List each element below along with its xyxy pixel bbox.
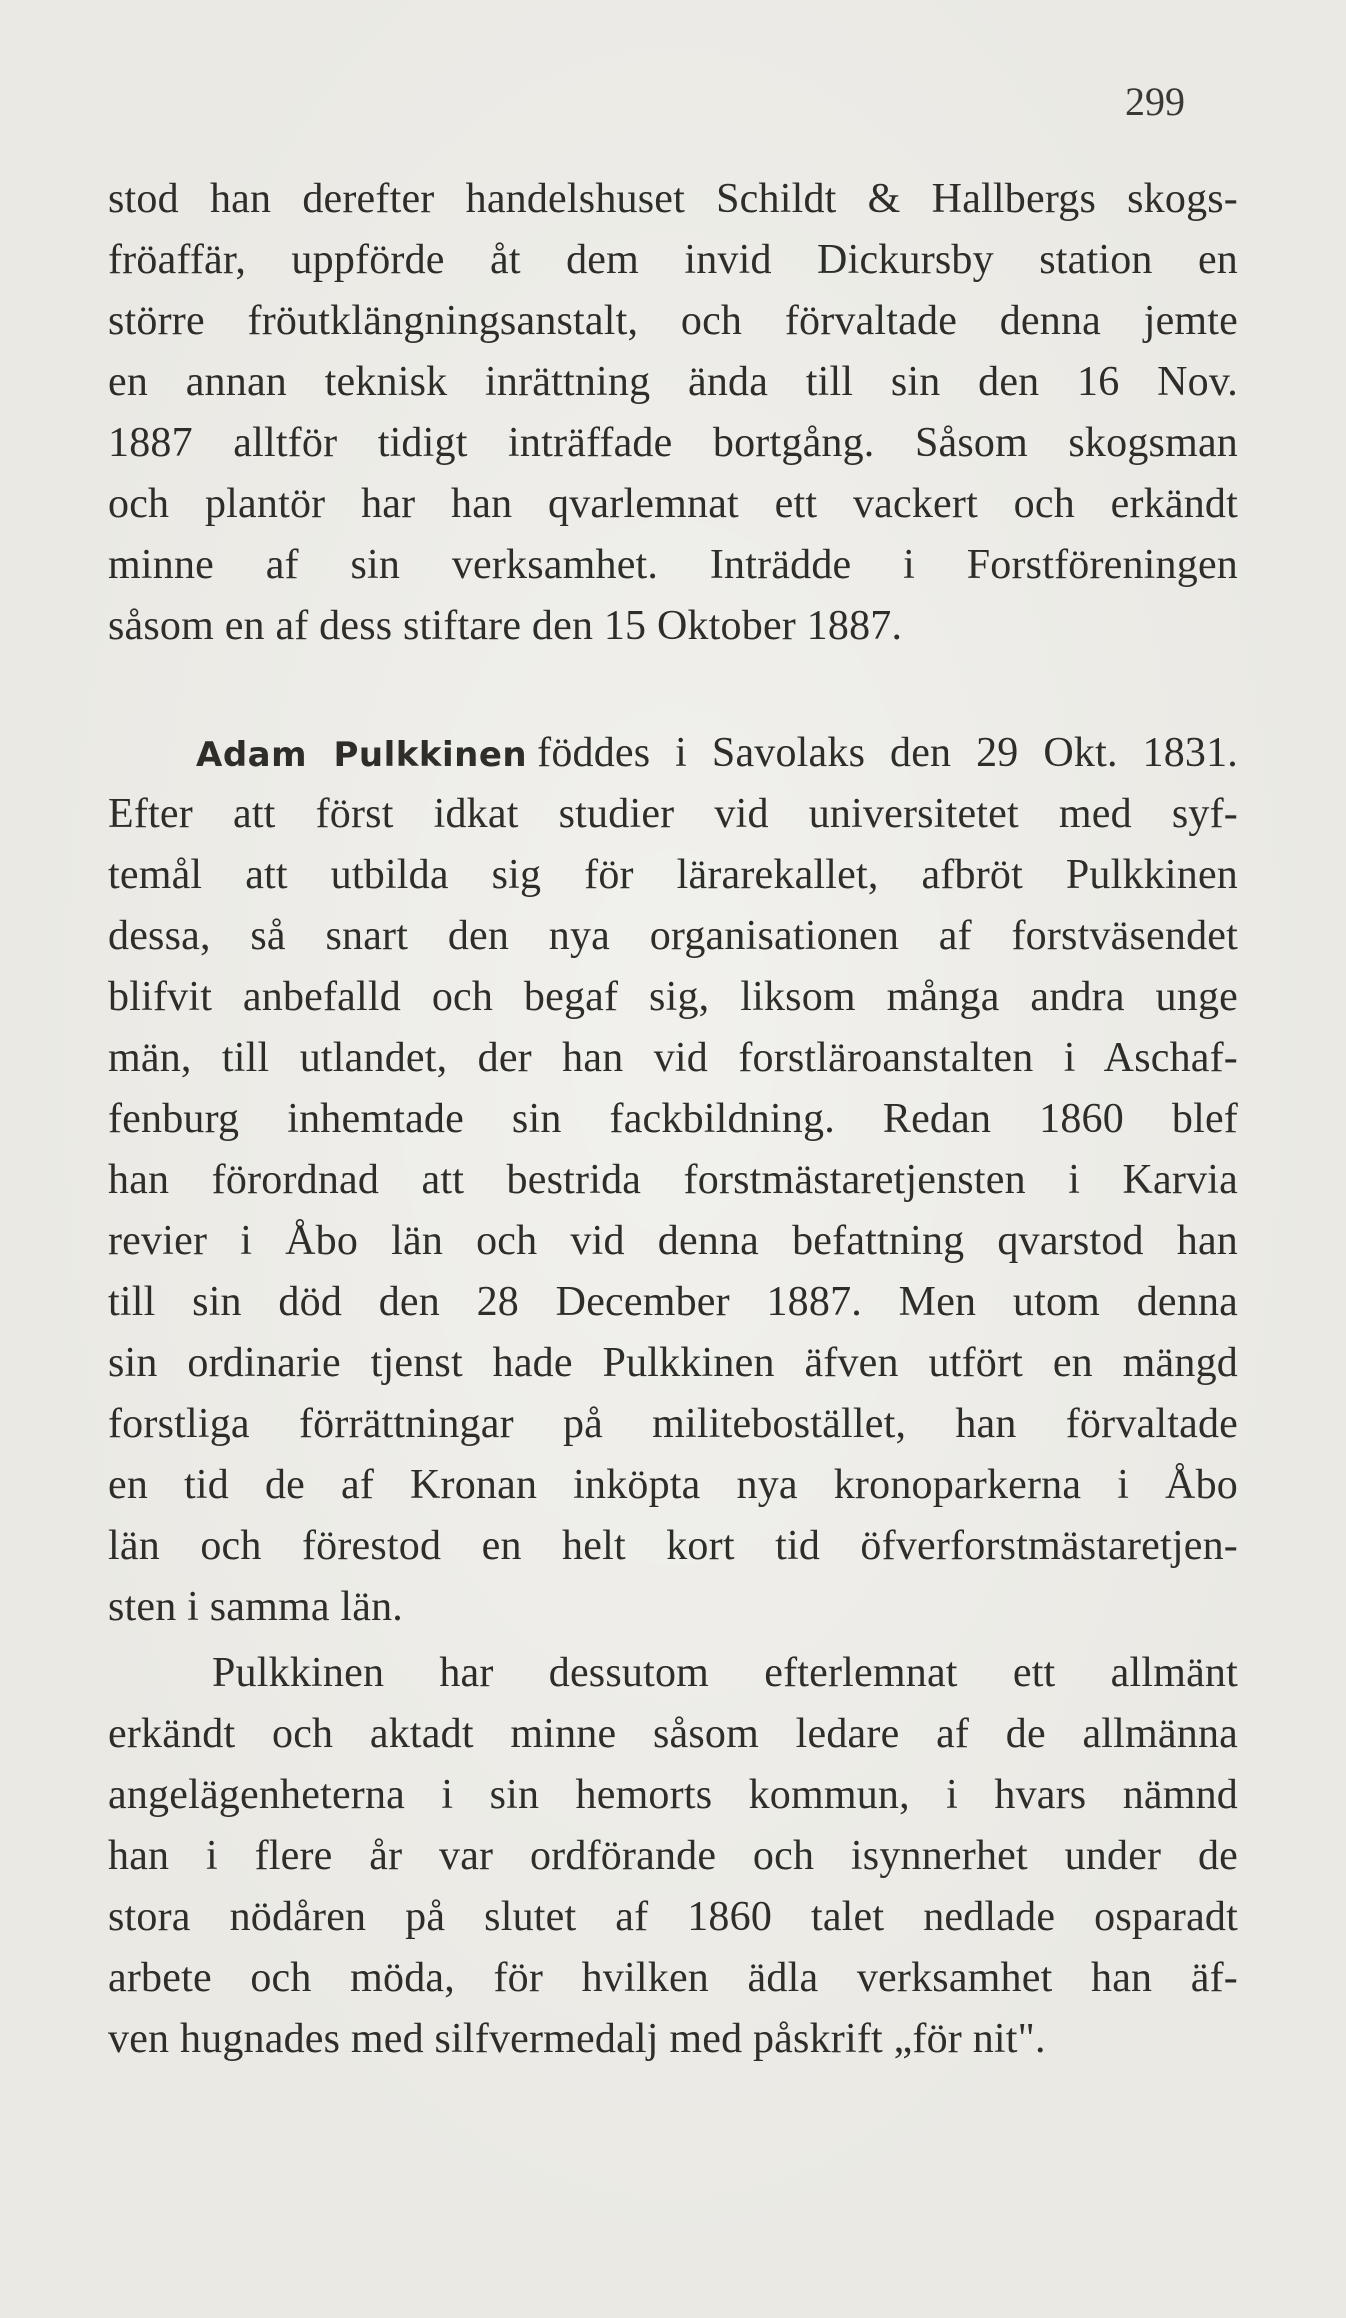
text-line: och plantör har han qvarlemnat ett vackert och erkändt (108, 481, 1238, 527)
text-line: stod han derefter handelshuset Schildt & Hallbergs skogs- (108, 176, 1238, 222)
page-number: 299 (1125, 79, 1185, 124)
text-line: en tid de af Kronan inköpta nya kronoparkerna i Åbo (108, 1462, 1238, 1508)
text-line: sten i samma län. (108, 1584, 404, 1630)
text-line: forstliga förrättningar på militebostället, han förvaltade (108, 1401, 1238, 1447)
text-line: föddes i Savolaks den 29 Okt. 1831. (537, 730, 1238, 776)
text-line: till sin död den 28 December 1887. Men utom denna (108, 1279, 1238, 1325)
text-line: erkändt och aktadt minne såsom ledare af de allmänna (108, 1711, 1238, 1757)
paragraph-first-line (196, 722, 1238, 784)
text-line: revier i Åbo län och vid denna befattning qvarstod han (108, 1218, 1238, 1264)
text-line: Efter att först idkat studier vid universitetet med syf- (108, 791, 1238, 837)
text-line: län och förestod en helt kort tid öfverforstmästaretjen- (108, 1523, 1238, 1569)
text-line: han i flere år var ordförande och isynnerhet under de (108, 1833, 1238, 1879)
text-line: fröaffär, uppförde åt dem invid Dickursby station en (108, 237, 1238, 283)
text-line: en annan teknisk inrättning ända till sin den 16 Nov. (108, 359, 1238, 405)
text-line: såsom en af dess stiftare den 15 Oktober 1887. (108, 603, 903, 649)
text-line: arbete och möda, för hvilken ädla verksamhet han äf- (108, 1955, 1238, 2001)
text-line: fenburg inhemtade sin fackbildning. Redan 1860 blef (108, 1096, 1238, 1142)
text-line: ven hugnades med silfvermedalj med påskrift „för nit". (108, 2016, 1046, 2062)
text-line: temål att utbilda sig för lärarekallet, afbröt Pulkkinen (108, 852, 1238, 898)
text-line: minne af sin verksamhet. Inträdde i Forstföreningen (108, 542, 1238, 588)
person-name: Adam Pulkkinen (196, 735, 528, 775)
text-line: angelägenheterna i sin hemorts kommun, i hvars nämnd (108, 1772, 1238, 1818)
text-line: blifvit anbefalld och begaf sig, liksom många andra unge (108, 974, 1238, 1020)
text-line: män, till utlandet, der han vid forstläroanstalten i Aschaf- (108, 1035, 1238, 1081)
text-line: han förordnad att bestrida forstmästaretjensten i Karvia (108, 1157, 1238, 1203)
text-line: 1887 alltför tidigt inträffade bortgång. Såsom skogsman (108, 420, 1238, 466)
text-line: Pulkkinen har dessutom efterlemnat ett allmänt (212, 1650, 1238, 1696)
text-line: stora nödåren på slutet af 1860 talet nedlade osparadt (108, 1894, 1238, 1940)
text-line: dessa, så snart den nya organisationen af forstväsendet (108, 913, 1238, 959)
text-line: större fröutklängningsanstalt, och förvaltade denna jemte (108, 298, 1238, 344)
text-line: sin ordinarie tjenst hade Pulkkinen äfven utfört en mängd (108, 1340, 1238, 1386)
